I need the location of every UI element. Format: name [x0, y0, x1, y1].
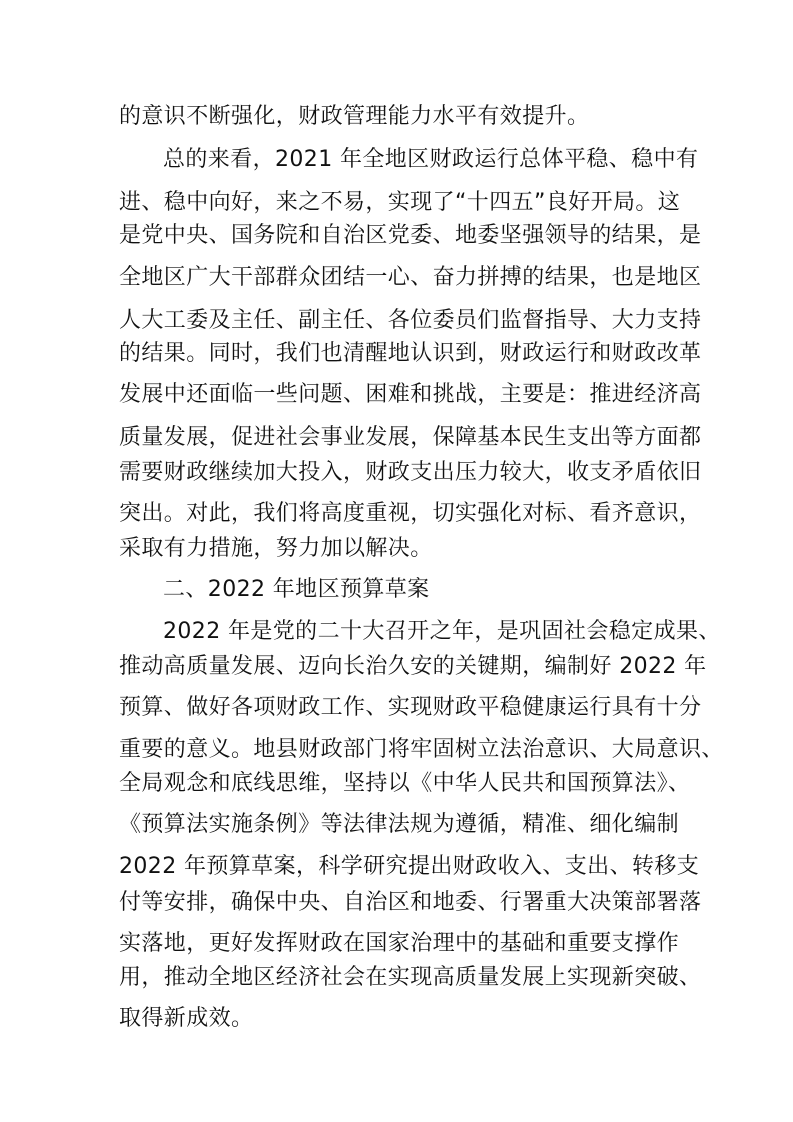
text-line: 进、稳中向好，来之不易，实现了“十四五”良好开局。这	[119, 190, 681, 215]
text-line: 总的来看，2021 年全地区财政运行总体平稳、稳中有	[163, 147, 699, 172]
text-line: 2022 年预算草案，科学研究提出财政收入、支出、转移支	[119, 854, 700, 879]
text-line: 取得新成效。	[119, 1006, 254, 1031]
text-line: 2022 年是党的二十大召开之年，是巩固社会稳定成果、	[163, 619, 721, 644]
text-line: 是党中央、国务院和自治区党委、地委坚强领导的结果，是	[119, 223, 702, 248]
text-line: 突出。对此，我们将高度重视，切实强化对标、看齐意识，	[119, 501, 702, 526]
text-line: 付等安排，确保中央、自治区和地委、行署重大决策部署落	[119, 890, 702, 915]
text-line: 推动高质量发展、迈向长治久安的关键期，编制好 2022 年	[119, 654, 707, 679]
text-line: 的结果。同时，我们也清醒地认识到，财政运行和财政改革	[119, 341, 702, 366]
section-heading: 二、2022 年地区预算草案	[163, 577, 430, 602]
text-line: 预算、做好各项财政工作、实现财政平稳健康运行具有十分	[119, 695, 702, 720]
text-line: 《预算法实施条例》等法律法规为遵循，精准、细化编制	[119, 812, 680, 837]
text-line: 采取有力措施，努力加以解决。	[119, 536, 433, 561]
text-line: 发展中还面临一些问题、困难和挑战，主要是：推进经济高	[119, 382, 702, 407]
text-line: 的意识不断强化，财政管理能力水平有效提升。	[119, 104, 590, 129]
text-line: 用，推动全地区经济社会在实现高质量发展上实现新突破、	[119, 965, 702, 990]
text-line: 全地区广大干部群众团结一心、奋力拼搏的结果，也是地区	[119, 265, 702, 290]
text-line: 实落地，更好发挥财政在国家治理中的基础和重要支撑作	[119, 931, 680, 956]
text-line: 重要的意义。地县财政部门将牢固树立法治意识、大局意识、	[119, 737, 724, 762]
text-line: 质量发展，促进社会事业发展，保障基本民生支出等方面都	[119, 425, 702, 450]
text-line: 全局观念和底线思维，坚持以《中华人民共和国预算法》、	[119, 771, 691, 796]
text-line: 人大工委及主任、副主任、各位委员们监督指导、大力支持	[119, 308, 702, 333]
text-line: 需要财政继续加大投入，财政支出压力较大，收支矛盾依旧	[119, 460, 702, 485]
